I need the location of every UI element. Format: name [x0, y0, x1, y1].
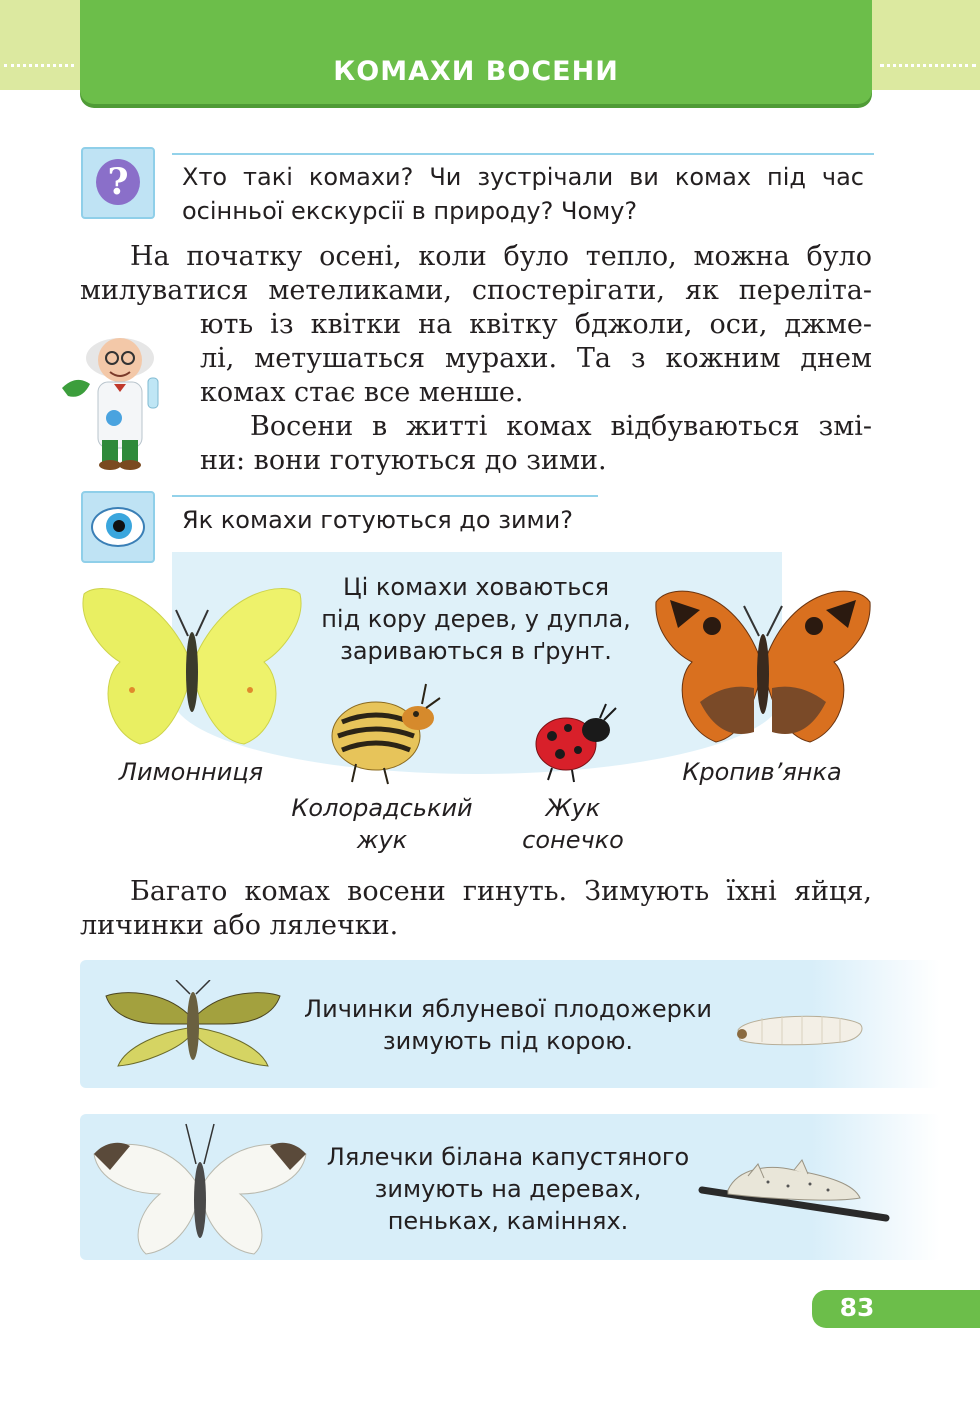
eye-pupil	[113, 520, 125, 532]
paragraph-1-line-1: На початку осені, коли було тепло, можна було	[130, 241, 872, 272]
colorado-caption-line-2: жук	[356, 826, 408, 854]
header-dots-right	[880, 64, 976, 79]
question-tile	[81, 147, 155, 219]
hiding-text-line-2: під кору дерев, у дупла,	[321, 605, 631, 633]
header-dots-left	[4, 64, 74, 79]
hiding-text-line-1: Ці комахи ховаються	[342, 573, 610, 601]
paragraph-1-line-2: милуватися метеликами, спостерігати, як переліта-	[80, 275, 872, 306]
cabbage-white-text-line-2: зимують на деревах,	[374, 1175, 642, 1203]
cabbage-white-text-line-3: пеньках, каміннях.	[387, 1207, 629, 1235]
header-tab	[80, 0, 872, 104]
cabbage-white-butterfly-image	[90, 1120, 310, 1260]
brimstone-butterfly-image	[80, 580, 304, 750]
question-1: Хто такі комахи? Чи зустрічали ви комах під час осінньої екскурсії в природу? Чому?	[182, 163, 864, 225]
paragraph-3-line-2: личинки або лялечки.	[80, 910, 399, 941]
question-2: Як комахи готуються до зими?	[182, 506, 573, 534]
scientist-illustration	[58, 322, 182, 472]
paragraph-3-line-1: Багато комах восени гинуть. Зимують їхні яйця,	[130, 876, 872, 907]
tortoiseshell-caption: Кропив’янка	[682, 758, 842, 786]
colorado-beetle-image	[322, 678, 446, 786]
ladybird-caption-line-1: Жук	[545, 794, 601, 822]
tortoiseshell-butterfly-image	[650, 582, 876, 750]
codling-moth-larva-image	[728, 1008, 870, 1048]
paragraph-1-line-4: лі, метушаться мурахи. Та з кожним днем	[200, 343, 872, 374]
hiding-text-line-3: зариваються в ґрунт.	[340, 637, 612, 665]
paragraph-2-line-2: ни: вони готуються до зими.	[200, 445, 607, 476]
codling-moth-text-line-2: зимують під корою.	[382, 1027, 634, 1055]
codling-moth-image	[102, 980, 284, 1072]
ladybird-image	[526, 700, 620, 784]
paragraph-2-line-1: Восени в житті комах відбуваються змі-	[250, 411, 872, 442]
page-title: КОМАХИ ВОСЕНИ	[333, 56, 619, 87]
codling-moth-text-line-1: Личинки яблуневої плодожерки	[304, 995, 712, 1023]
cabbage-white-pupa-image	[698, 1156, 890, 1226]
cabbage-white-text-line-1: Лялечки білана капустяного	[326, 1143, 690, 1171]
question-rule	[172, 153, 874, 155]
paragraph-1-line-5: комах стає все менше.	[200, 377, 524, 408]
ladybird-caption-line-2: сонечко	[522, 826, 624, 854]
question-2-rule	[172, 495, 598, 497]
page-number: 83	[839, 1293, 875, 1322]
colorado-caption-line-1: Колорадський	[291, 794, 473, 822]
paragraph-1-line-3: ють із квітки на квітку бджоли, оси, джме-	[200, 309, 872, 340]
observe-tile	[81, 491, 155, 563]
brimstone-caption: Лимонниця	[118, 758, 264, 786]
question-mark-icon: ?	[96, 159, 140, 205]
